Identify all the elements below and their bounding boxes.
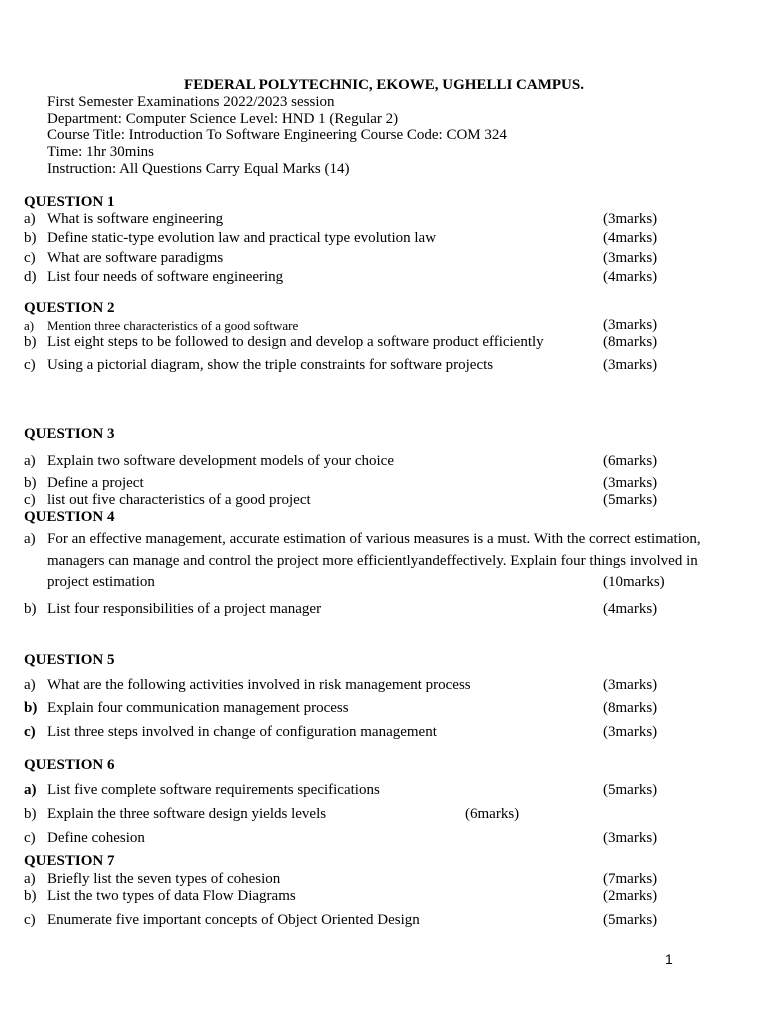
item-text-line: managers can manage and control the project more efficientlyandeffectively. Explain four things involved in <box>47 553 698 569</box>
department-line: Department: Computer Science Level: HND 1 (Regular 2) <box>47 111 399 127</box>
item-letter: a) <box>24 677 36 693</box>
item-letter: c) <box>24 912 36 928</box>
item-marks: (4marks) <box>603 269 658 285</box>
item-marks: (3marks) <box>603 317 658 333</box>
item-letter: b) <box>24 601 37 617</box>
question-heading: QUESTION 6 <box>24 757 115 773</box>
item-letter: c) <box>24 492 36 508</box>
item-marks: (8marks) <box>603 700 658 716</box>
item-letter: a) <box>24 531 36 547</box>
item-text: List eight steps to be followed to design and develop a software product efficiently <box>47 334 544 350</box>
item-text: What are the following activities involved in risk management process <box>47 677 471 693</box>
item-letter: b) <box>24 334 37 350</box>
item-text: Define cohesion <box>47 830 145 846</box>
item-marks: (6marks) <box>465 806 520 822</box>
item-letter: b) <box>24 700 38 716</box>
item-text: list out five characteristics of a good project <box>47 492 311 508</box>
item-letter: b) <box>24 230 37 246</box>
item-letter: d) <box>24 269 37 285</box>
item-text: Mention three characteristics of a good software <box>47 318 299 333</box>
item-text: Define static-type evolution law and practical type evolution law <box>47 230 437 246</box>
item-marks: (5marks) <box>603 912 658 928</box>
item-marks: (5marks) <box>603 782 658 798</box>
item-marks: (5marks) <box>603 492 658 508</box>
item-letter: a) <box>24 211 36 227</box>
item-letter: b) <box>24 475 37 491</box>
item-marks: (8marks) <box>603 334 658 350</box>
item-marks: (4marks) <box>603 601 658 617</box>
item-letter: c) <box>24 724 36 740</box>
item-marks: (10marks) <box>603 574 665 590</box>
item-text: List four needs of software engineering <box>47 269 284 285</box>
item-text: List the two types of data Flow Diagrams <box>47 888 296 904</box>
item-text-line: project estimation <box>47 574 155 590</box>
question-heading: QUESTION 1 <box>24 194 115 210</box>
item-text: Enumerate five important concepts of Object Oriented Design <box>47 912 420 928</box>
item-letter: c) <box>24 250 36 266</box>
item-letter: b) <box>24 806 37 822</box>
session-line: First Semester Examinations 2022/2023 session <box>47 94 335 110</box>
item-letter: a) <box>24 453 36 469</box>
item-marks: (3marks) <box>603 475 658 491</box>
item-marks: (3marks) <box>603 211 658 227</box>
question-heading: QUESTION 5 <box>24 652 115 668</box>
item-text: List three steps involved in change of configuration management <box>47 724 437 740</box>
item-letter: a) <box>24 318 35 333</box>
item-letter: b) <box>24 888 37 904</box>
item-text: Briefly list the seven types of cohesion <box>47 871 281 887</box>
item-text: Explain the three software design yields levels <box>47 806 327 822</box>
item-text-line: For an effective management, accurate estimation of various measures is a must. With the correct estimation, <box>47 531 701 547</box>
item-marks: (3marks) <box>603 250 658 266</box>
item-letter: a) <box>24 782 37 798</box>
question-heading: QUESTION 3 <box>24 426 115 442</box>
item-text: What is software engineering <box>47 211 224 227</box>
question-heading: QUESTION 7 <box>24 853 115 869</box>
course-line: Course Title: Introduction To Software Engineering Course Code: COM 324 <box>47 127 507 143</box>
exam-title: FEDERAL POLYTECHNIC, EKOWE, UGHELLI CAMPUS. <box>184 77 584 93</box>
item-letter: c) <box>24 830 36 846</box>
item-marks: (3marks) <box>603 724 658 740</box>
time-line: Time: 1hr 30mins <box>47 144 154 160</box>
question-heading: QUESTION 4 <box>24 509 115 525</box>
item-marks: (7marks) <box>603 871 658 887</box>
item-letter: a) <box>24 871 36 887</box>
item-marks: (3marks) <box>603 357 658 373</box>
item-text: Explain four communication management process <box>47 700 349 716</box>
page-number: 1 <box>665 951 673 967</box>
item-text: What are software paradigms <box>47 250 224 266</box>
question-heading: QUESTION 2 <box>24 300 115 316</box>
item-text: List five complete software requirements specifications <box>47 782 380 798</box>
item-marks: (4marks) <box>603 230 658 246</box>
item-marks: (2marks) <box>603 888 658 904</box>
item-marks: (3marks) <box>603 677 658 693</box>
item-text: List four responsibilities of a project manager <box>47 601 322 617</box>
item-marks: (6marks) <box>603 453 658 469</box>
item-text: Explain two software development models of your choice <box>47 453 394 469</box>
item-text: Define a project <box>47 475 144 491</box>
item-letter: c) <box>24 357 36 373</box>
item-text: Using a pictorial diagram, show the triple constraints for software projects <box>47 357 494 373</box>
item-marks: (3marks) <box>603 830 658 846</box>
instruction-line: Instruction: All Questions Carry Equal Marks (14) <box>47 161 350 177</box>
